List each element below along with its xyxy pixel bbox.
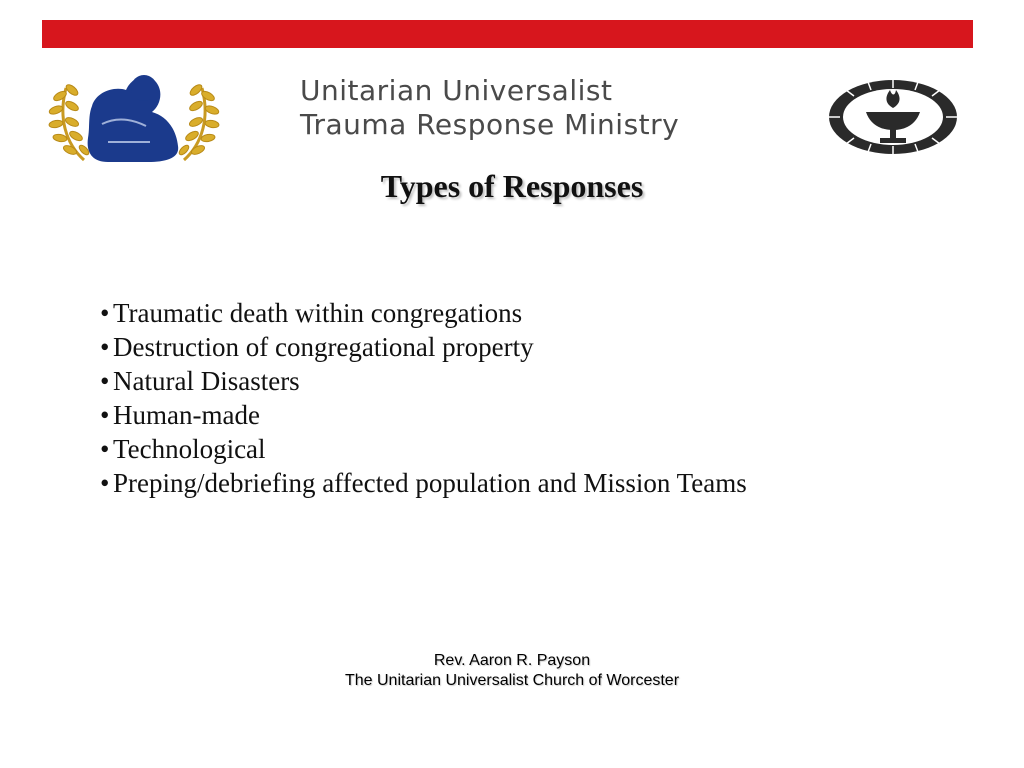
ministry-name-line2: Trauma Response Ministry [300, 108, 680, 141]
chalice-icon [826, 78, 960, 156]
list-item: • Preping/debriefing affected population and Mission Teams [100, 468, 747, 498]
list-item: • Traumatic death within congregations [100, 298, 523, 328]
list-item: • Natural Disasters [100, 366, 300, 396]
header-accent-bar [42, 20, 973, 48]
church-name: The Unitarian Universalist Church of Worcester [344, 672, 680, 689]
list-item: • Technological [100, 434, 266, 464]
trauma-ministry-logo [48, 66, 220, 166]
presenter-footer [0, 651, 1024, 691]
list-item-text: Human-made [113, 400, 260, 430]
list-item-text: Technological [113, 434, 266, 464]
ministry-name-heading [300, 74, 760, 142]
slide-title: Types of Responses [380, 168, 644, 204]
list-item-text: Natural Disasters [113, 366, 300, 396]
list-item: • Destruction of congregational property [100, 332, 534, 362]
response-types-list [100, 296, 747, 500]
presenter-name: Rev. Aaron R. Payson [433, 652, 591, 669]
list-item-text: Destruction of congregational property [113, 332, 534, 362]
list-item-text: Traumatic death within congregations [113, 298, 523, 328]
list-item-text: Preping/debriefing affected population and Mission Teams [113, 468, 747, 498]
list-item: • Human-made [100, 400, 260, 430]
laurel-wreath-icon [48, 66, 220, 166]
flaming-chalice-logo [826, 78, 960, 156]
ministry-name-line1: Unitarian Universalist [300, 74, 613, 107]
